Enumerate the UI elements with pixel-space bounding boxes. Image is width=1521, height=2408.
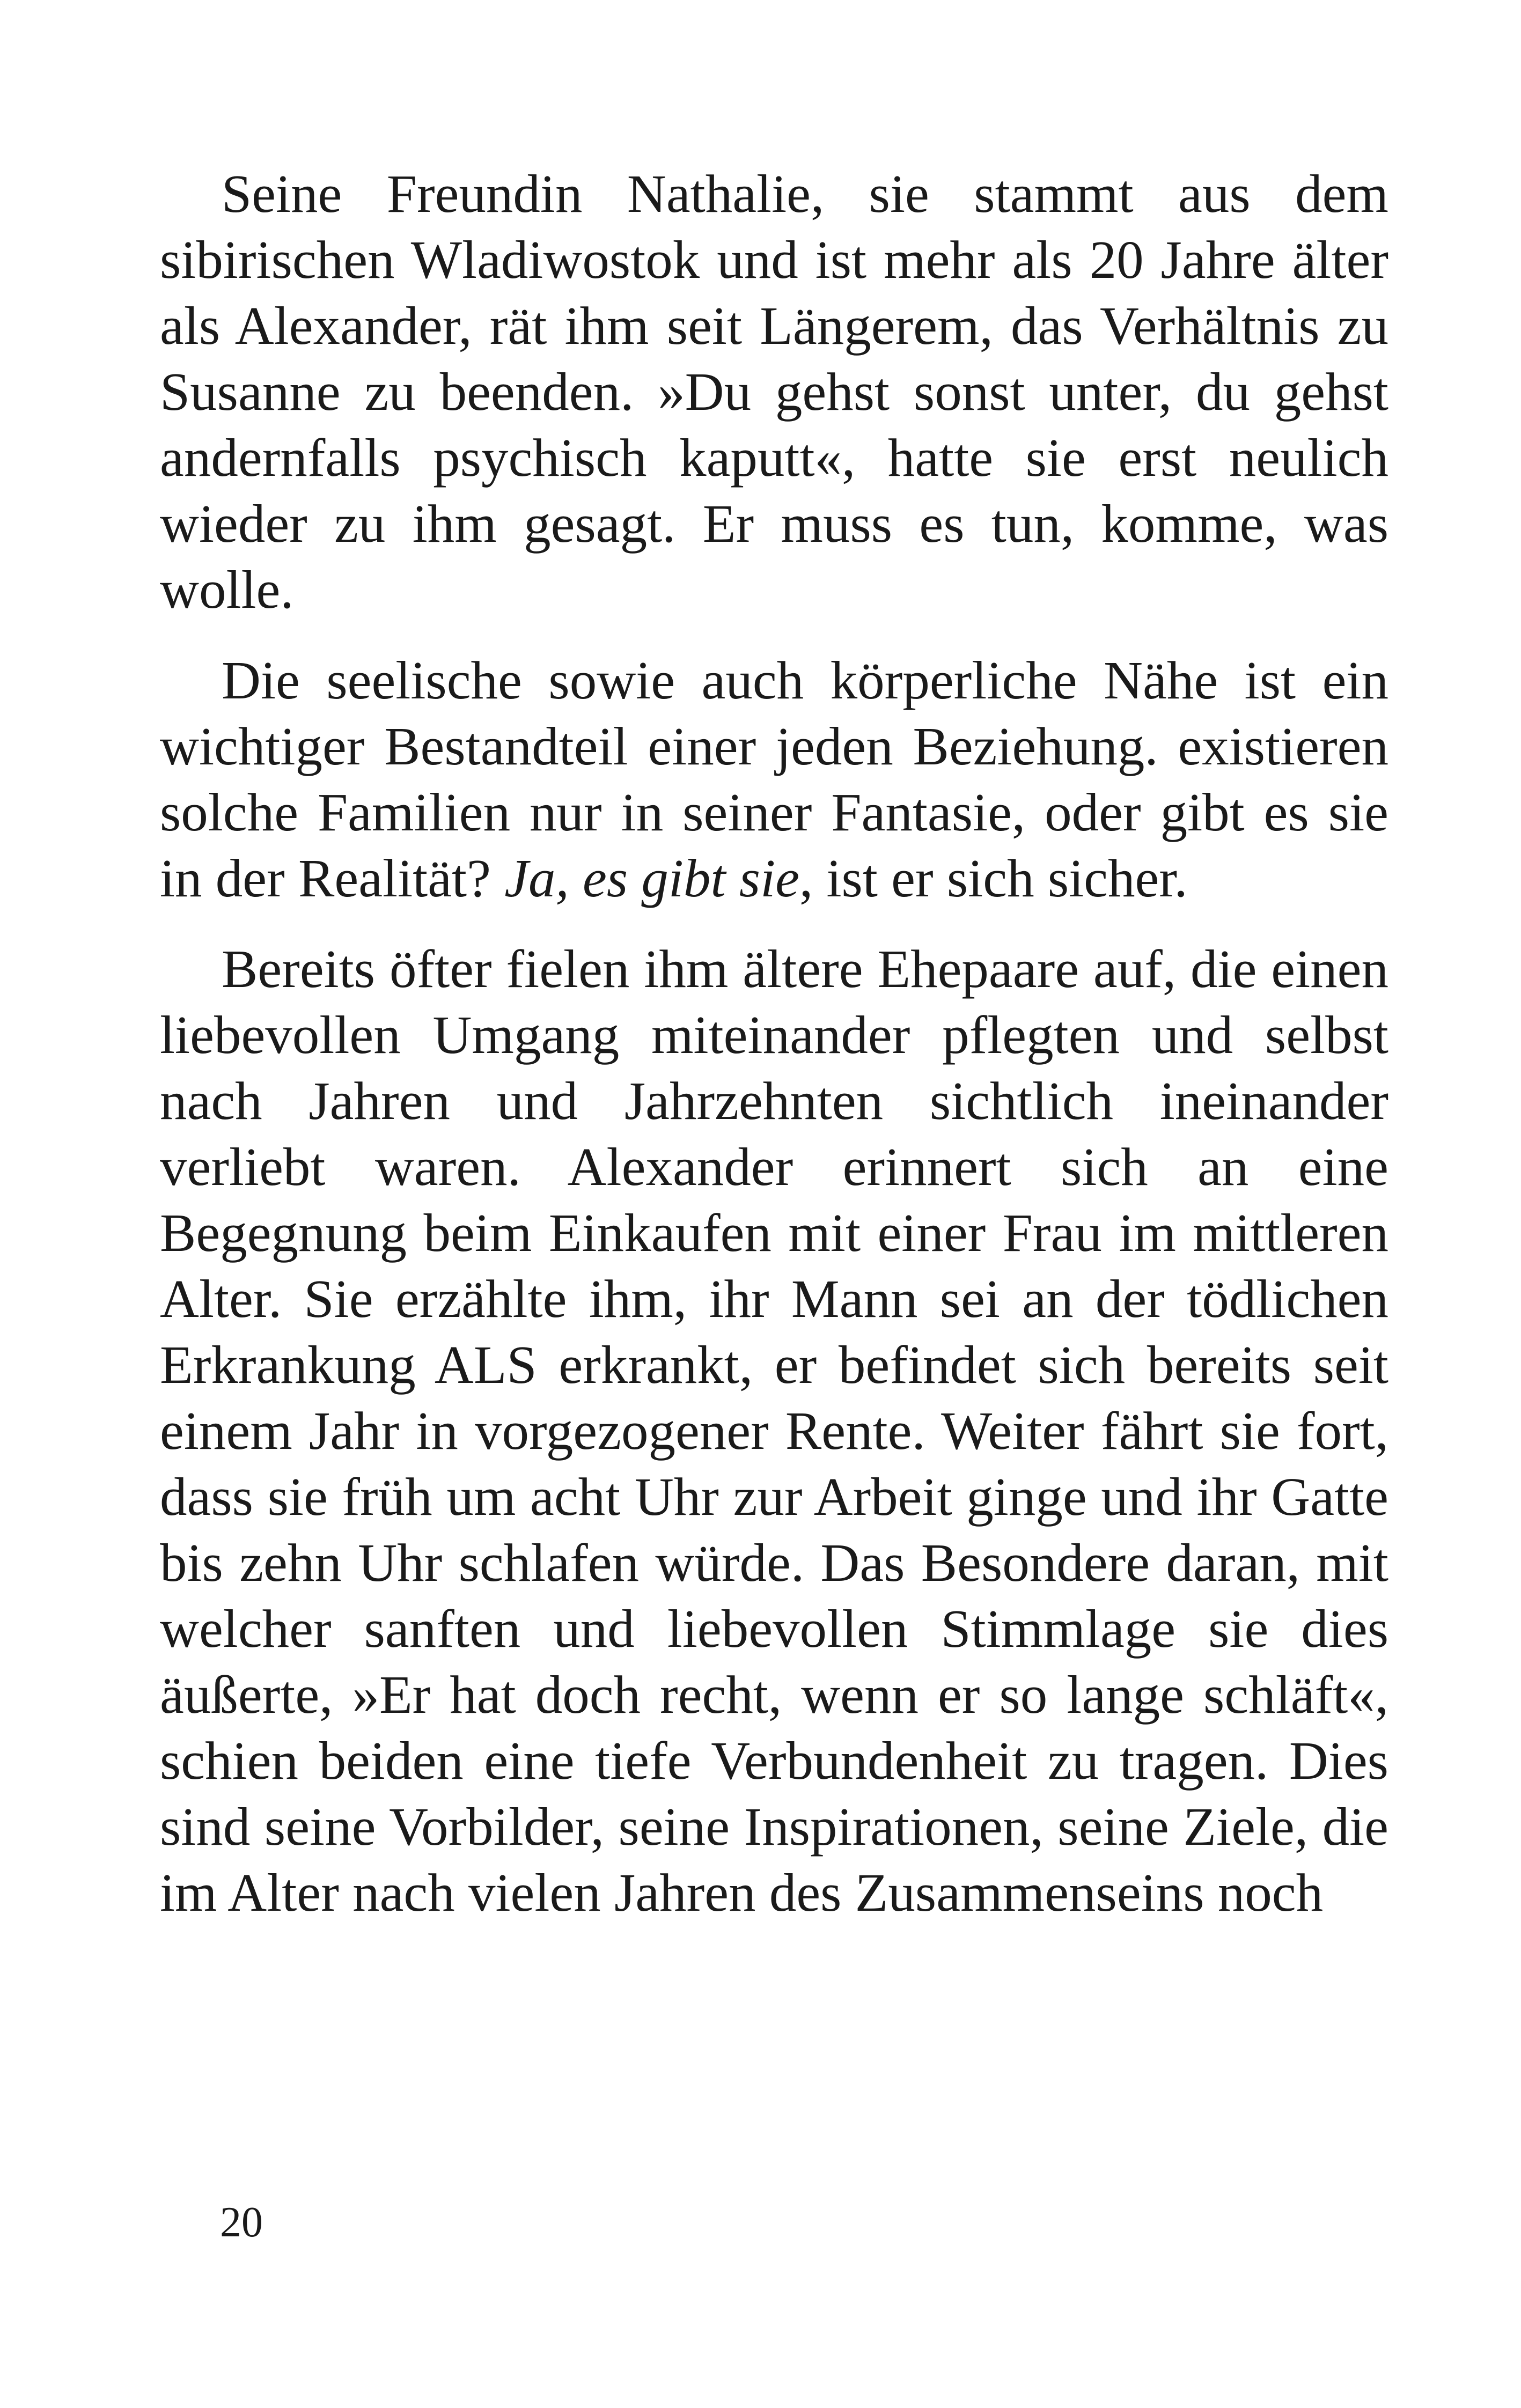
paragraph-2-text-end: , ist er sich sicher. [799,848,1188,908]
page-number: 20 [220,2199,263,2246]
book-page-body [160,161,1388,1950]
paragraph-2-text: Die seelische sowie auch körperliche Nähe ist ein wichtiger Bestandteil einer jeden Beziehung. existieren solche Familien nur in seiner Fantasie, oder gibt es sie in der Realität? [160,650,1388,908]
paragraph-3: Bereits öfter fielen ihm ältere Ehepaare auf, die einen liebevollen Umgang miteinander pflegten und selbst nach Jahren und Jahrzehnten sichtlich ineinander verliebt waren. Alexander erinnert sich an eine Begegnung beim Einkaufen mit einer Frau im mittleren Alter. Sie erzählte ihm, ihr Mann sei an der tödlichen Erkrankung ALS erkrankt, er befindet sich bereits seit einem Jahr in vorgezogener Rente. Weiter fährt sie fort, dass sie früh um acht Uhr zur Arbeit ginge und ihr Gatte bis zehn Uhr schlafen würde. Das Besondere daran, mit welcher sanften und liebevollen Stimmlage sie dies äußerte, »Er hat doch recht, wenn er so lange schläft«, schien beiden eine tiefe Verbundenheit zu tragen. Dies sind seine Vorbilder, seine Inspirationen, seine Ziele, die im Alter nach vielen Jahren des Zusammenseins noch [160,939,1388,1923]
paragraph-2 [160,647,1388,911]
paragraph-1: Seine Freundin Nathalie, sie stammt aus dem sibirischen Wladiwostok und ist mehr als 20 Jahre älter als Alexander, rät ihm seit Längerem, das Verhältnis zu Susanne zu beenden. »Du gehst sonst unter, du gehst andernfalls psychisch kaputt«, hatte sie erst neulich wieder zu ihm gesagt. Er muss es tun, komme, was wolle. [160,164,1388,620]
paragraph-2-italic-text: Ja, es gibt sie [504,848,799,908]
